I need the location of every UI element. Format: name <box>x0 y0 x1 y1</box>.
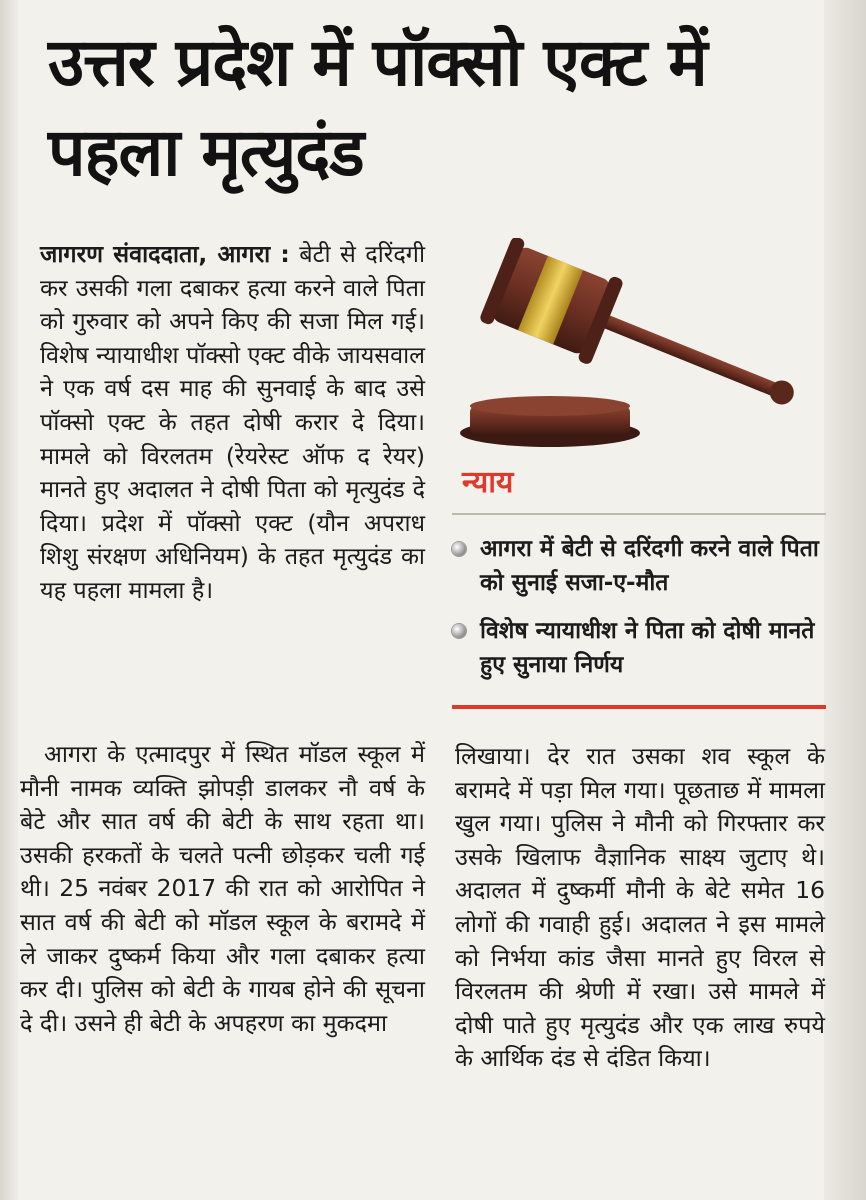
highlight-text: आगरा में बेटी से दरिंदगी करने वाले पिता को सुनाई सजा-ए-मौत <box>480 536 819 596</box>
highlight-text: विशेष न्यायाधीश ने पिता को दोषी मानते हुए सुनाया निर्णय <box>480 618 815 678</box>
gavel-icon <box>460 238 810 463</box>
lead-paragraph <box>40 238 425 608</box>
headline: उत्तर प्रदेश में पॉक्सो एक्ट में पहला मृत्युदंड <box>48 24 707 191</box>
body-paragraph-left: आगरा के एत्मादपुर में स्थित मॉडल स्कूल में मौनी नामक व्यक्ति झोपड़ी डालकर नौ वर्ष के बेटे और सात वर्ष की बेटी के साथ रहता था। उसकी हरकतों के चलते पत्नी छोड़कर चली गई थी। 25 नवंबर 2017 की रात को आरोपित ने सात वर्ष की बेटी को मॉडल स्कूल के बरामदे में ले जाकर दुष्कर्म किया और गला दबाकर हत्या कर दी। पुलिस को बेटी के गायब होने की सूचना दे दी। उसने ही बेटी के अपहरण का मुकदमा <box>20 740 425 1037</box>
page-edge-left <box>0 0 18 1200</box>
lead-text: बेटी से दरिंदगी कर उसकी गला दबाकर हत्या करने वाले पिता को गुरुवार को अपने किए की सजा मिल गई। विशेष न्यायाधीश पॉक्सो एक्ट वीके जायसवाल ने एक वर्ष दस माह की सुनवाई के बाद उसे पॉक्सो एक्ट के तहत दोषी करार दे दिया। मामले को विरलतम (रेयरेस्ट ऑफ द रेयर) मानते हुए अदालत ने दोषी पिता को मृत्युदंड दे दिया। प्रदेश में पॉक्सो एक्ट (यौन अपराध शिशु संरक्षण अधिनियम) के तहत मृत्युदंड का यह पहला मामला है। <box>40 240 425 604</box>
body-paragraph-right: लिखाया। देर रात उसका शव स्कूल के बरामदे में पड़ा मिल गया। पूछताछ में मामला खुल गया। पुलिस ने मौनी को गिरफ्तार कर उसके खिलाफ वैज्ञानिक साक्ष्य जुटाए थे। अदालत में दुष्कर्मी मौनी के बेटे समेत 16 लोगों की गवाही हुई। अदालत ने इस मामले को निर्भया कांड जैसा मानते हुए विरल से विरलतम की श्रेणी में रखा। उसे मामले में दोषी पाते हुए मृत्युदंड और एक लाख रुपये के आर्थिक दंड से दंडित किया। <box>455 742 825 1073</box>
highlight-item <box>452 614 832 682</box>
byline: जागरण संवाददाता, आगरा : <box>40 240 290 268</box>
divider <box>452 513 826 515</box>
section-tag: न्याय <box>462 465 514 500</box>
bullet-icon <box>452 542 466 556</box>
bullet-icon <box>452 624 466 638</box>
highlights-list <box>452 532 832 696</box>
highlight-item <box>452 532 832 600</box>
accent-divider <box>452 705 826 709</box>
